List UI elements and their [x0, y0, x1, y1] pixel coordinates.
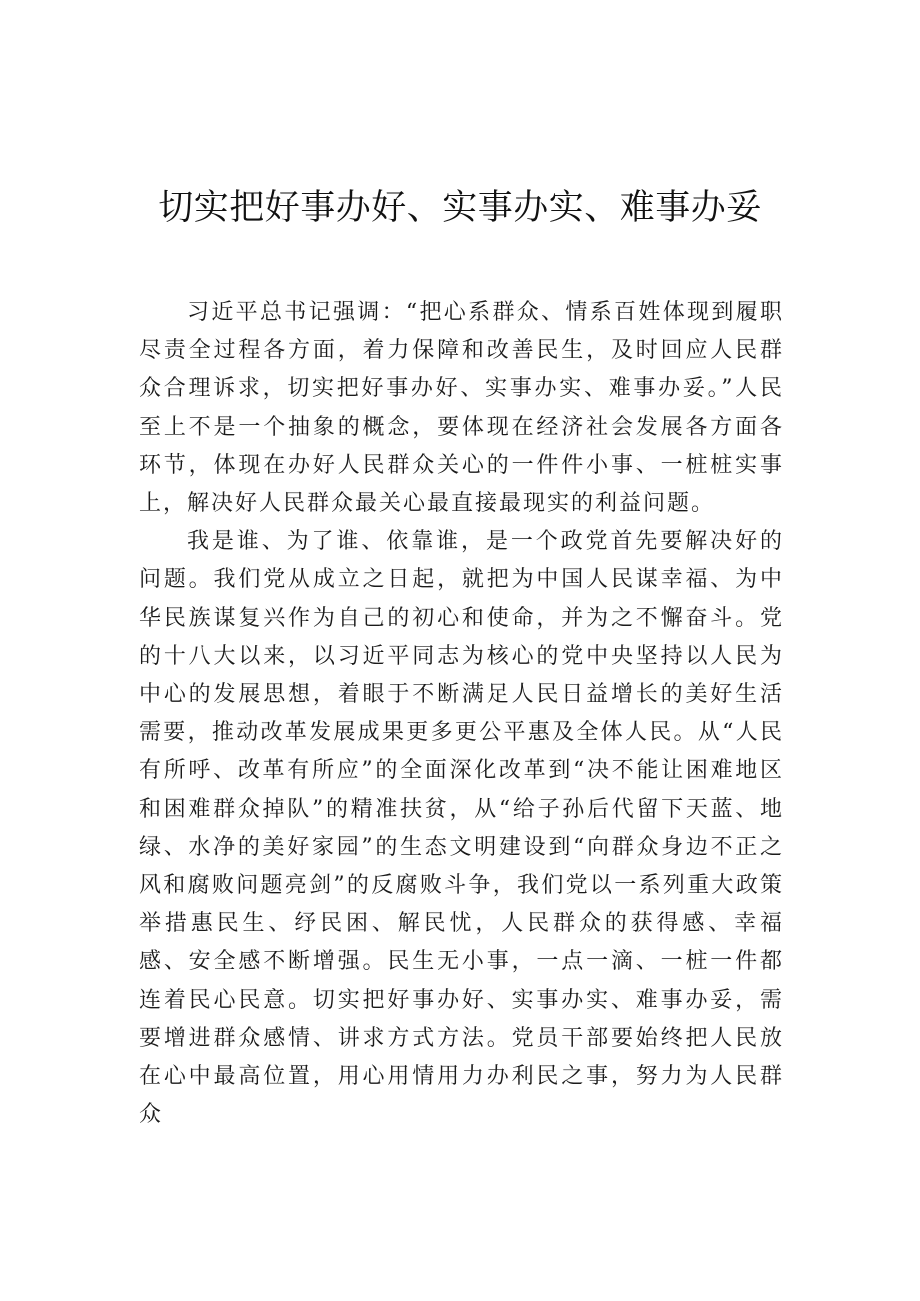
- paragraph-2: 我是谁、为了谁、依靠谁，是一个政党首先要解决好的问题。我们党从成立之日起，就把为中国人民谋幸福、为中华民族谋复兴作为自己的初心和使命，并为之不懈奋斗。党的十八大以来，以习近平同志为核心的党中央坚持以人民为中心的发展思想，着眼于不断满足人民日益增长的美好生活需要，推动改革发展成果更多更公平惠及全体人民。从“人民有所呼、改革有所应”的全面深化改革到“决不能让困难地区和困难群众掉队”的精准扶贫，从“给子孙后代留下天蓝、地绿、水净的美好家园”的生态文明建设到“向群众身边不正之风和腐败问题亮剑”的反腐败斗争，我们党以一系列重大政策举措惠民生、纾民困、解民忧，人民群众的获得感、幸福感、安全感不断增强。民生无小事，一点一滴、一桩一件都连着民心民意。切实把好事办好、实事办实、难事办妥，需要增进群众感情、讲求方式方法。党员干部要始终把人民放在心中最高位置，用心用情用力办利民之事，努力为人民群众: [139, 529, 784, 1128]
- document-title: 切实把好事办好、实事办实、难事办妥: [158, 188, 762, 228]
- document-body: [139, 294, 784, 1134]
- paragraph-1: 习近平总书记强调：“把心系群众、情系百姓体现到履职尽责全过程各方面，着力保障和改善民生，及时回应人民群众合理诉求，切实把好事办好、实事办实、难事办妥。”人民至上不是一个抽象的概念，要体现在经济社会发展各方面各环节，体现在办好人民群众关心的一件件小事、一桩桩实事上，解决好人民群众最关心最直接最现实的利益问题。: [139, 300, 784, 517]
